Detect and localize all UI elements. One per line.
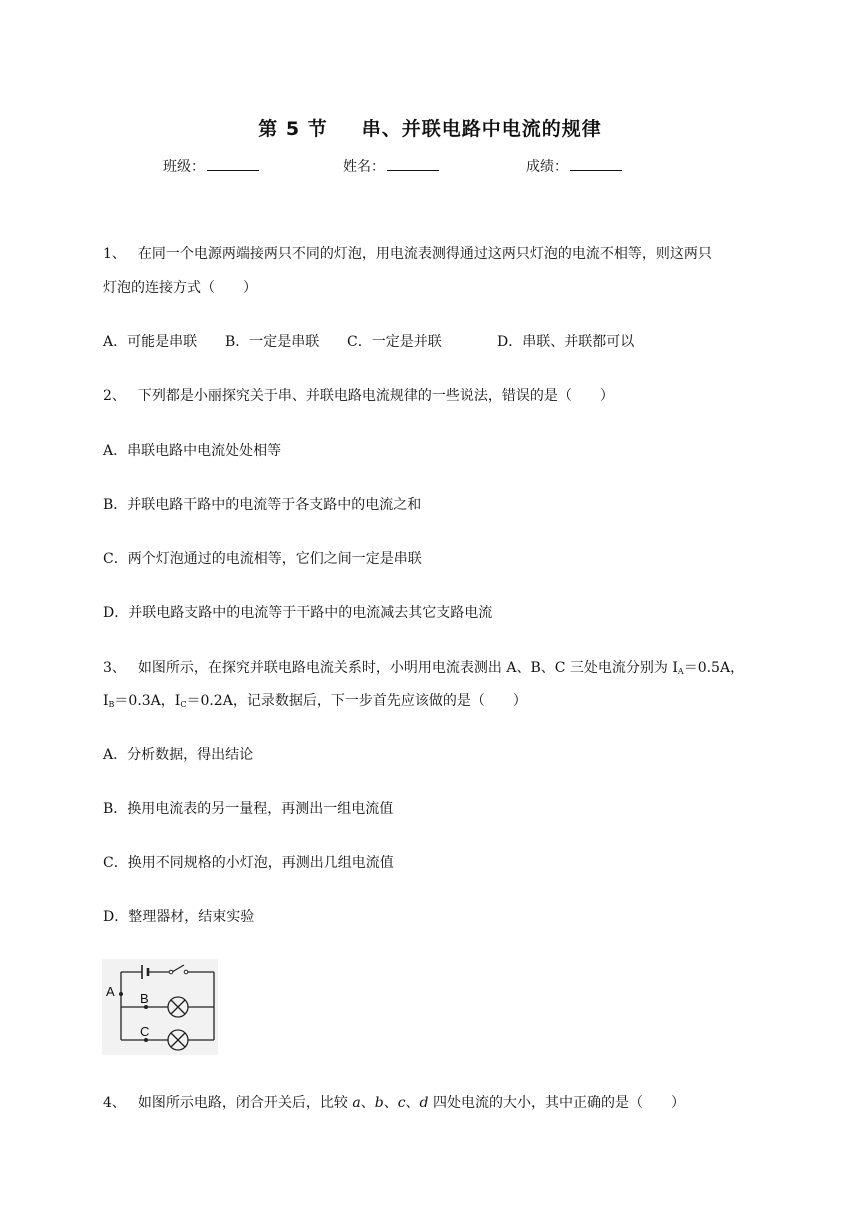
score-blank[interactable] — [570, 158, 622, 171]
separator: 、 — [360, 1095, 375, 1111]
section-number: 第 5 节 — [258, 118, 328, 140]
q2-option-c[interactable]: C．两个灯泡通过的电流相等，它们之间一定是串联 — [103, 551, 422, 567]
subscript-b: B — [108, 700, 115, 709]
subscript-c: C — [180, 700, 187, 709]
name-field — [343, 156, 439, 176]
question-3-line-2 — [103, 690, 527, 710]
q1-option-c[interactable]: C．一定是并联 — [347, 334, 442, 350]
question-1-text-cont: 灯泡的连接方式（ ） — [103, 280, 257, 296]
section-title: 串、并联电路中电流的规律 — [361, 118, 602, 140]
page-title — [0, 114, 860, 141]
q2-option-a[interactable]: A．串联电路中电流处处相等 — [103, 443, 282, 459]
question-1-line-2 — [103, 277, 257, 297]
score-field — [526, 156, 622, 176]
current-c-value: ＝0.2A，记录数据后，下一步首先应该做的是（ ） — [186, 693, 527, 709]
class-label: 班级： — [163, 159, 205, 175]
question-4-number: 4、 — [103, 1095, 126, 1111]
switch-pivot-icon — [184, 970, 188, 974]
question-3-line-1 — [103, 657, 744, 677]
separator: 、 — [405, 1095, 420, 1111]
question-2-number: 2、 — [103, 388, 126, 404]
separator: 、 — [383, 1095, 398, 1111]
question-4-line — [103, 1092, 685, 1112]
question-1-options — [103, 331, 634, 351]
question-1-line-1 — [103, 243, 712, 263]
q3-option-b[interactable]: B．换用电流表的另一量程，再测出一组电流值 — [103, 801, 394, 817]
q3-option-c[interactable]: C．换用不同规格的小灯泡，再测出几组电流值 — [103, 855, 394, 871]
question-2-text: 下列都是小丽探究关于串、并联电路电流规律的一些说法，错误的是（ ） — [137, 388, 614, 404]
q3-option-a[interactable]: A．分析数据，得出结论 — [103, 747, 254, 763]
current-a-value: ＝0.5A， — [683, 660, 745, 676]
current-symbol-b: I — [103, 693, 109, 709]
switch-contact-icon — [169, 970, 173, 974]
class-field — [163, 156, 259, 176]
current-b-value: ＝0.3A， — [114, 693, 175, 709]
score-label: 成绩： — [526, 159, 568, 175]
q2-option-b[interactable]: B．并联电路干路中的电流等于各支路中的电流之和 — [103, 497, 422, 513]
var-c: c — [397, 1095, 406, 1111]
class-blank[interactable] — [207, 158, 259, 171]
q1-option-b[interactable]: B．一定是串联 — [225, 334, 320, 350]
question-4-text-end: 四处电流的大小，其中正确的是（ ） — [428, 1095, 685, 1111]
question-4-text: 如图所示电路，闭合开关后，比较 — [137, 1095, 353, 1111]
var-b: b — [374, 1095, 384, 1111]
question-2-line — [103, 385, 614, 405]
var-a: a — [352, 1095, 361, 1111]
current-symbol-c: I — [174, 693, 181, 709]
name-label: 姓名： — [343, 159, 385, 175]
q1-option-d[interactable]: D．串联、并联都可以 — [497, 334, 635, 350]
question-3-number: 3、 — [103, 660, 126, 676]
node-a-dot — [119, 992, 123, 996]
parallel-circuit-diagram — [102, 959, 218, 1055]
question-1-text: 在同一个电源两端接两只不同的灯泡，用电流表测得通过这两只灯泡的电流不相等，则这两只 — [137, 246, 712, 262]
subscript-a: A — [677, 667, 684, 676]
var-d: d — [419, 1095, 429, 1111]
label-b: B — [140, 991, 149, 1006]
q3-option-d[interactable]: D．整理器材，结束实验 — [103, 909, 255, 925]
question-3-text: 如图所示，在探究并联电路电流关系时，小明用电流表测出 A、B、C 三处电流分别为 I — [137, 660, 678, 676]
q1-option-a[interactable]: A．可能是串联 — [103, 334, 198, 350]
name-blank[interactable] — [387, 158, 439, 171]
label-a: A — [106, 984, 115, 999]
label-c: C — [140, 1024, 150, 1039]
question-1-number: 1、 — [103, 246, 126, 262]
q2-option-d[interactable]: D．并联电路支路中的电流等于干路中的电流减去其它支路电流 — [103, 605, 493, 621]
